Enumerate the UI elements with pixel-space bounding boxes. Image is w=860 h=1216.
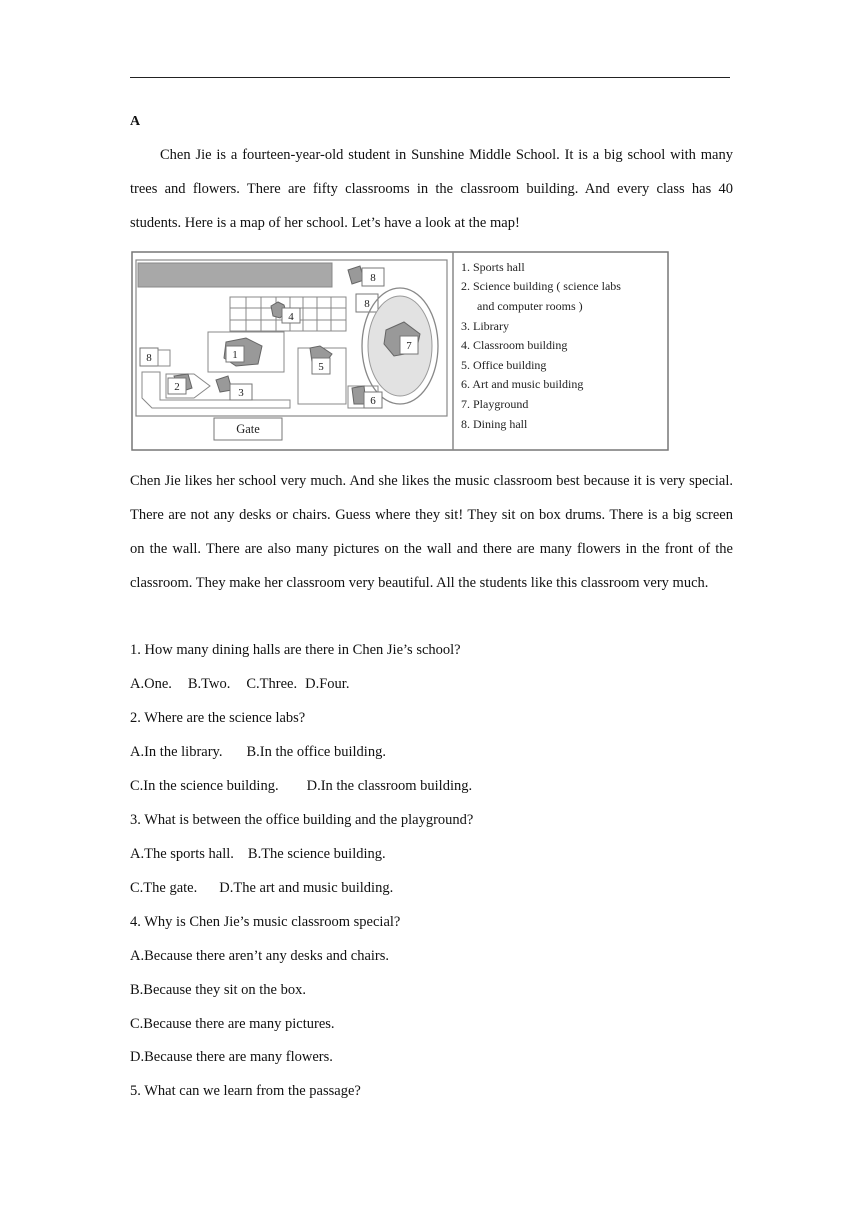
question-3-option-c: C.The gate. bbox=[130, 880, 198, 896]
legend-item-5: 5. Office building bbox=[461, 358, 547, 372]
question-1-option-c: C.Three. bbox=[246, 676, 298, 692]
question-2-option-c: C.In the science building. bbox=[130, 778, 279, 794]
legend-item-1: 1. Sports hall bbox=[461, 260, 525, 274]
question-4-prompt: 4. Why is Chen Jie’s music classroom special? bbox=[130, 914, 401, 930]
question-4-option-b: B.Because they sit on the box. bbox=[130, 982, 306, 998]
passage-paragraph-2: Chen Jie likes her school very much. And she likes the music classroom best because it is very special. There are not any desks or chairs. Guess where they sit! They sit on box drums. There is a big screen on the wall. There are also many pictures on the wall and there are many flowers in the front of the classroom. They make her classroom very beautiful. All the students like this classroom very much. bbox=[130, 473, 733, 591]
marker-label-8-middle: 8 bbox=[364, 298, 370, 310]
marker-label-3: 3 bbox=[238, 387, 244, 399]
section-label: A bbox=[130, 114, 141, 129]
legend-item-8: 8. Dining hall bbox=[461, 417, 528, 431]
question-3-option-b: B.The science building. bbox=[247, 846, 386, 862]
question-3-options-row-1 bbox=[130, 846, 386, 863]
question-2-options-row-1 bbox=[130, 744, 386, 761]
passage-paragraph-1: Chen Jie is a fourteen-year-old student in Sunshine Middle School. It is a big school with many trees and flowers. There are fifty classrooms in the classroom building. And every class has 40 students. Here is a map of her school. Let’s have a look at the map! bbox=[130, 147, 733, 231]
marker-label-6: 6 bbox=[370, 395, 376, 407]
question-3-option-d: D.The art and music building. bbox=[219, 880, 394, 896]
gate-label: Gate bbox=[236, 422, 260, 436]
question-2-option-a: A.In the library. bbox=[130, 744, 223, 760]
marker-label-5: 5 bbox=[318, 361, 324, 373]
legend-item-3: 3. Library bbox=[461, 319, 509, 333]
marker-label-8-left: 8 bbox=[146, 352, 152, 364]
question-4-option-a: A.Because there aren’t any desks and chairs. bbox=[130, 948, 390, 964]
marker-label-1: 1 bbox=[232, 349, 238, 361]
question-4-option-d: D.Because there are many flowers. bbox=[130, 1049, 333, 1065]
question-1-option-d: D.Four. bbox=[305, 676, 350, 692]
legend-item-7: 7. Playground bbox=[461, 397, 529, 411]
school-map bbox=[130, 250, 670, 452]
question-2-option-d: D.In the classroom building. bbox=[306, 778, 473, 794]
question-2-prompt: 2. Where are the science labs? bbox=[130, 710, 306, 726]
question-2-option-b: B.In the office building. bbox=[246, 744, 386, 760]
marker-label-4: 4 bbox=[288, 311, 294, 323]
question-1-prompt: 1. How many dining halls are there in Chen Jie’s school? bbox=[130, 642, 461, 658]
legend-item-4: 4. Classroom building bbox=[461, 338, 568, 352]
legend-item-2: 2. Science building ( science labs bbox=[461, 279, 621, 293]
marker-label-2: 2 bbox=[174, 381, 180, 393]
sports-field-strip bbox=[138, 263, 332, 287]
question-3-option-a: A.The sports hall. bbox=[130, 846, 234, 862]
legend-item-2-continued: and computer rooms ) bbox=[477, 299, 583, 313]
question-1-option-a: A.One. bbox=[130, 676, 172, 692]
legend-item-6: 6. Art and music building bbox=[461, 377, 584, 391]
question-4-option-c: C.Because there are many pictures. bbox=[130, 1016, 335, 1032]
marker-label-8-top: 8 bbox=[370, 272, 376, 284]
question-5-prompt: 5. What can we learn from the passage? bbox=[130, 1083, 361, 1099]
header-rule bbox=[130, 77, 730, 78]
question-2-options-row-2 bbox=[130, 778, 472, 795]
question-1-option-b: B.Two. bbox=[187, 676, 231, 692]
question-3-options-row-2 bbox=[130, 880, 393, 897]
question-3-prompt: 3. What is between the office building and the playground? bbox=[130, 812, 474, 828]
question-1-options bbox=[130, 676, 349, 693]
marker-label-7: 7 bbox=[406, 340, 412, 352]
